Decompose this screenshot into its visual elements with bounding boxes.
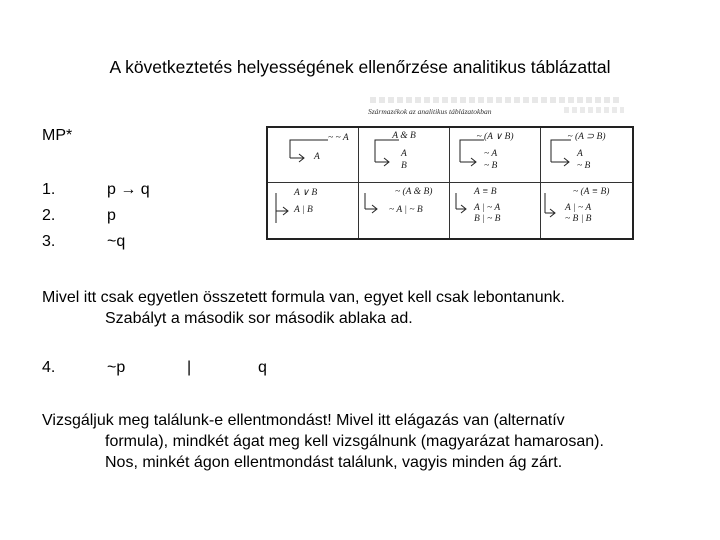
- rule-result: A: [577, 149, 583, 159]
- rule-header: ~ (A ≡ B): [573, 187, 610, 197]
- step-number: 4.: [42, 359, 56, 376]
- premise-formula: ~q: [107, 233, 126, 250]
- rule-result: ~ B: [577, 161, 591, 171]
- conclusion-paragraph: [42, 410, 712, 473]
- rule-cell-negated-biconditional: [541, 183, 632, 238]
- premise-formula: p → q: [107, 181, 150, 198]
- rule-result: ~ B | B: [565, 214, 592, 224]
- rule-header: ~ (A ⊃ B): [567, 132, 606, 142]
- rule-result: A | B: [294, 205, 313, 215]
- rule-cell-biconditional: [450, 183, 541, 238]
- rule-table-caption: Származékok az analitikus táblázatokban: [368, 107, 492, 116]
- paragraph-line: Szabályt a második sor második ablaka ad.: [105, 310, 413, 327]
- rule-header: ~ (A & B): [395, 187, 433, 197]
- paragraph-line: Nos, minkét ágon ellentmondást találunk, vagyis minden ág zárt.: [105, 454, 563, 471]
- paragraph-line: Mivel itt csak egyetlen összetett formula van, egyet kell csak lebontanunk.: [42, 289, 565, 306]
- rule-result: ~ A | ~ B: [389, 205, 423, 215]
- explanation-paragraph: [42, 287, 702, 329]
- rule-header: ~ (A ∨ B): [476, 132, 514, 142]
- rule-result: A: [314, 152, 320, 162]
- page-title: A következtetés helyességének ellenőrzése analitikus táblázattal: [109, 57, 611, 77]
- rule-header: ~ ~ A: [328, 133, 349, 143]
- rule-header: A ∨ B: [294, 188, 318, 198]
- rule-cell-double-negation: [268, 128, 359, 183]
- branch-right-formula: q: [258, 359, 267, 376]
- premise-number: 3.: [42, 233, 56, 250]
- paragraph-line: formula), mindkét ágat meg kell vizsgálnunk (magyarázat hamarosan).: [105, 433, 604, 450]
- rule-cell-negated-disjunction: [450, 128, 541, 183]
- rule-result: A | ~ A: [474, 203, 501, 213]
- rule-result: B: [401, 161, 407, 171]
- rule-table-image: [264, 93, 638, 245]
- rule-cell-negated-conditional: [541, 128, 632, 183]
- rule-result: A | ~ A: [565, 203, 592, 213]
- faded-scan-text: [564, 107, 624, 113]
- branch-left-formula: ~p: [107, 359, 126, 376]
- rule-cell-negated-conjunction: [359, 183, 450, 238]
- premise-formula: p: [107, 207, 116, 224]
- faded-scan-text: [370, 97, 620, 103]
- rule-cell-conjunction: [359, 128, 450, 183]
- rule-result: A: [401, 149, 407, 159]
- rule-cell-disjunction: [268, 183, 359, 238]
- rule-table-grid: [266, 126, 634, 240]
- premise-number: 2.: [42, 207, 56, 224]
- rule-result: ~ B: [484, 161, 498, 171]
- rule-result: B | ~ B: [474, 214, 501, 224]
- rule-header: A ≡ B: [474, 187, 497, 197]
- premise-number: 1.: [42, 181, 56, 198]
- paragraph-line: Vizsgáljuk meg találunk-e ellentmondást! Mivel itt elágazás van (alternatív: [42, 412, 565, 429]
- rule-result: ~ A: [484, 149, 498, 159]
- branch-separator: |: [187, 359, 192, 376]
- rule-header: A & B: [392, 131, 416, 141]
- scheme-label: MP*: [42, 127, 73, 144]
